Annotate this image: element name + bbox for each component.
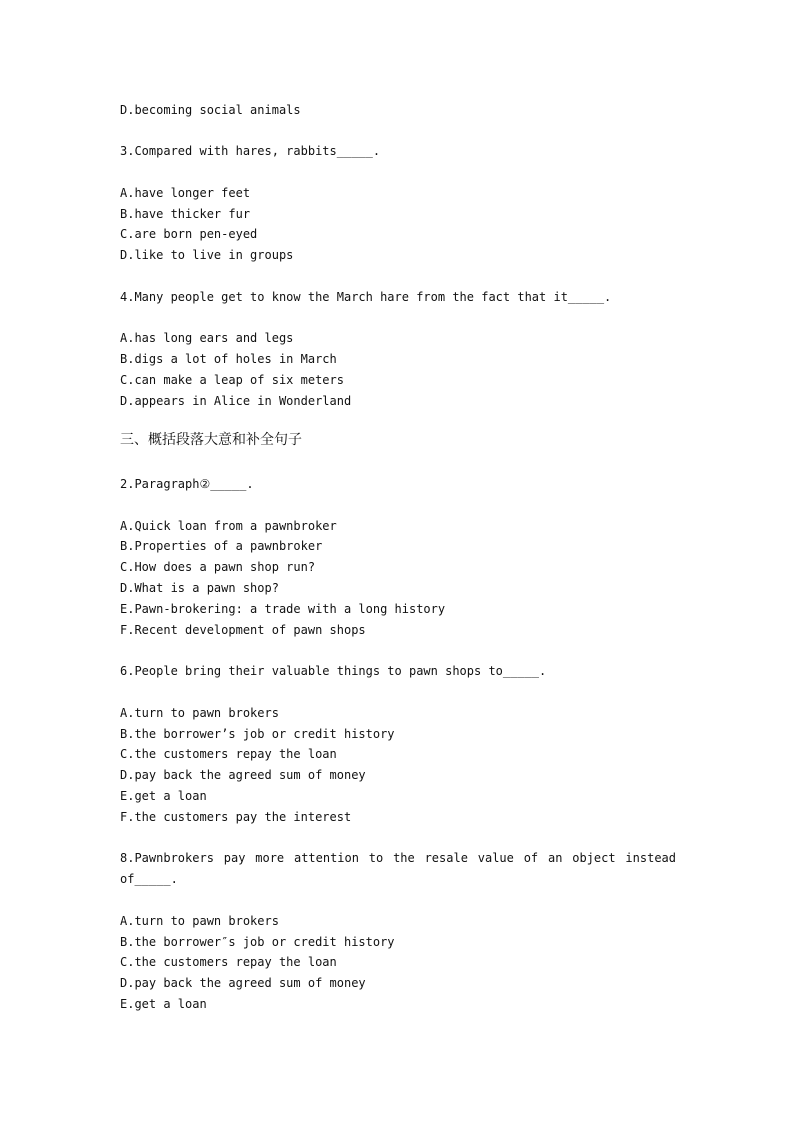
option-line: D.like to live in groups (120, 248, 294, 262)
option-line: C.How does a pawn shop run? (120, 560, 316, 574)
paragraph-2-stem: 2.Paragraph②_____. (120, 477, 254, 491)
option-line: C.are born pen-eyed (120, 227, 258, 241)
option-line: D.becoming social animals (120, 103, 301, 117)
question-8-stem-continued: of_____. (120, 872, 178, 886)
option-line: B.digs a lot of holes in March (120, 352, 337, 366)
option-line: A.has long ears and legs (120, 331, 294, 345)
option-line: D.pay back the agreed sum of money (120, 768, 366, 782)
question-4-stem: 4.Many people get to know the March hare from the fact that it_____. (120, 290, 612, 304)
option-line: B.the borrower’s job or credit history (120, 727, 395, 741)
option-line: E.Pawn-brokering: a trade with a long history (120, 602, 446, 616)
option-line: D.pay back the agreed sum of money (120, 976, 366, 990)
option-line: E.get a loan (120, 789, 207, 803)
option-line: B.the borrower″s job or credit history (120, 935, 395, 949)
section-heading: 三、概括段落大意和补全句子 (120, 432, 302, 448)
option-line: D.appears in Alice in Wonderland (120, 394, 352, 408)
question-8-stem: 8.Pawnbrokers pay more attention to the resale value of an object instead (120, 851, 676, 865)
option-line: F.Recent development of pawn shops (120, 623, 366, 637)
option-line: C.the customers repay the loan (120, 747, 337, 761)
option-line: E.get a loan (120, 997, 207, 1011)
option-line: F.the customers pay the interest (120, 810, 352, 824)
option-line: A.Quick loan from a pawnbroker (120, 519, 337, 533)
option-line: A.turn to pawn brokers (120, 914, 279, 928)
question-6-stem: 6.People bring their valuable things to pawn shops to_____. (120, 664, 547, 678)
option-line: B.Properties of a pawnbroker (120, 539, 323, 553)
option-line: A.have longer feet (120, 186, 251, 200)
question-3-stem: 3.Compared with hares, rabbits_____. (120, 144, 381, 158)
option-line: A.turn to pawn brokers (120, 706, 279, 720)
option-line: C.the customers repay the loan (120, 955, 337, 969)
option-line: B.have thicker fur (120, 207, 251, 221)
option-line: D.What is a pawn shop? (120, 581, 279, 595)
option-line: C.can make a leap of six meters (120, 373, 344, 387)
